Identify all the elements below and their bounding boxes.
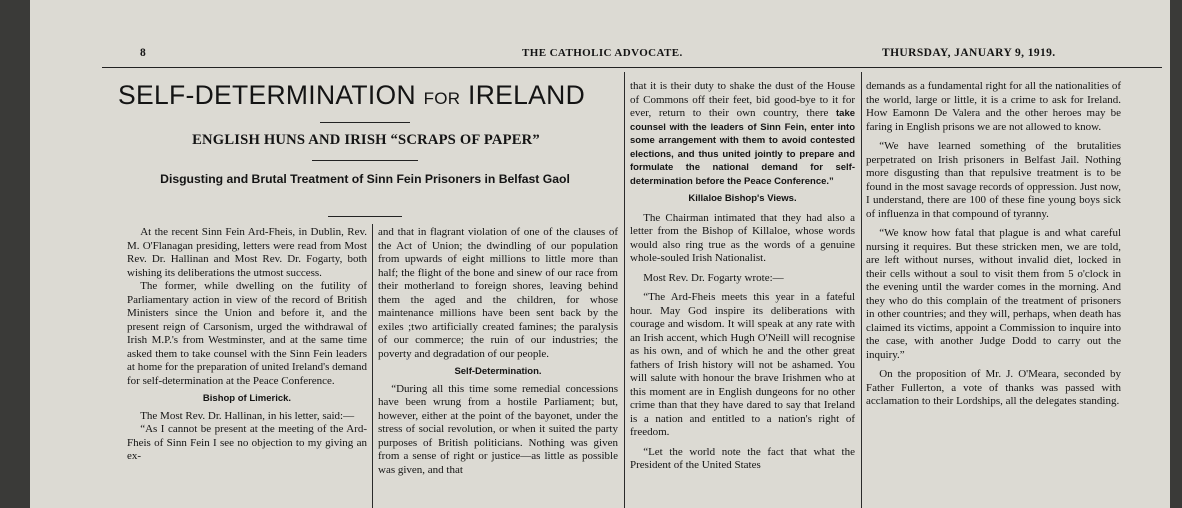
column-1	[127, 226, 367, 464]
header-rule	[102, 67, 1162, 68]
paragraph: “During all this time some remedial concessions have been wrung from a hostile Parliament; but, however, either at the point of the bayonet, under the stress of social revolution, or when it suited the party purposes of British politicians. Nothing was given from a sense of right or justice—as little as possible was given, and that	[378, 382, 618, 476]
page-number: 8	[140, 47, 147, 59]
divider	[312, 160, 418, 161]
column-rule	[372, 224, 373, 508]
paragraph: Most Rev. Dr. Fogarty wrote:—	[643, 271, 784, 284]
paragraph: “As I cannot be present at the meeting of the Ard-Fheis of Sinn Fein I see no objection to my giving an ex-	[127, 423, 367, 462]
paragraph: The Chairman intimated that they had also a letter from the Bishop of Killaloe, whose words would also ring true as the words of a genuine whole-souled Irish Nationalist.	[630, 211, 855, 264]
paragraph: “The Ard-Fheis meets this year in a fateful hour. May God inspire its deliberations with courage and wisdom. It will speak at any rate with an Irish accent, which Hugh O'Neill will recognise as his own, and of which he and the other great fathers of Irish history will not be ashamed. You will salute with honour the brave Irishmen who at this moment are in English dungeons for no other crime than that they have dared to say that Ireland is a nation and entitled to a nation's right of freedom.	[630, 291, 855, 438]
headline	[118, 80, 618, 111]
headline-main: SELF-DETERMINATION	[118, 80, 416, 110]
paragraph: At the recent Sinn Fein Ard-Fheis, in Dublin, Rev. M. O'Flanagan presiding, letters were read from Most Rev. Dr. Hallinan and Most Rev. Dr. Fogarty, both wishing its deliberations the utmost success.	[127, 226, 367, 279]
paragraph: The former, while dwelling on the futility of Parliamentary action in view of the record of British Ministers since the Union and before it, and the present reign of Carsonism, urged the withdrawal of Irish M.P.'s from Westminster, and at the same time asked them to take counsel with the Sinn Fein leaders at home for the preparation of united Ireland's demand for self-determination at the Peace Conference.	[127, 280, 367, 387]
column-4	[866, 80, 1121, 409]
subheadline: ENGLISH HUNS AND IRISH “SCRAPS OF PAPER”	[192, 132, 540, 148]
publication-name: THE CATHOLIC ADVOCATE.	[522, 47, 683, 59]
column-rule	[624, 72, 625, 508]
paragraph: The Most Rev. Dr. Hallinan, in his letter, said:—	[140, 409, 355, 422]
paragraph: On the proposition of Mr. J. O'Meara, seconded by Father Fullerton, a vote of thanks was passed with acclamation to their Lordships, all the delegates standing.	[866, 368, 1121, 407]
column-rule	[861, 72, 862, 508]
issue-date: THURSDAY, JANUARY 9, 1919.	[882, 47, 1056, 59]
divider	[320, 122, 410, 123]
deck: Disgusting and Brutal Treatment of Sinn Fein Prisoners in Belfast Gaol	[160, 172, 570, 186]
column-2	[378, 226, 618, 477]
bold-text-run: take counsel with the leaders of Sinn Fein, enter into some arrangement with them to avoid contested elections, and thus united jointly to prepare and formulate the national demand for self-determination before the Peace Conference.”	[630, 108, 856, 187]
text-run: that it is their duty to shake the dust of the House of Commons off their feet, bid good-bye to it for ever, return to their own country, there	[630, 80, 855, 119]
paragraph: demands as a fundamental right for all the nationalities of the world, large or little, it is a crime to ask for Ireland. How Eamonn De Valera and the other heroes may be faring in English prisons we are not allowed to know.	[866, 80, 1121, 133]
newspaper-page	[30, 0, 1170, 508]
headline-end: IRELAND	[468, 80, 586, 110]
paragraph: “We have learned something of the brutalities perpetrated on Irish prisoners in Belfast Jail. Nothing more disgusting than that repulsive treatment is to be found in the most savage records of oppression. Just now, I understand, there are 100 of these fine young boys sick of influenza in that compound of tyranny.	[866, 140, 1121, 220]
paragraph: and that in flagrant violation of one of the clauses of the Act of Union; the dwindling of our population from upwards of eight millions to little more than half; the flight of the bone and sinew of our race from their motherland to foreign shores, leaving behind them the aged and the children, for whose maintenance millions have been sent back by the exiles ;two artificially created famines; the paralysis of our commerce; the ruin of our industries; the poverty and degradation of our people.	[378, 226, 618, 360]
section-heading: Self-Determination.	[454, 366, 542, 377]
section-heading: Killaloe Bishop's Views.	[688, 193, 797, 204]
paragraph: “We know how fatal that plague is and what careful nursing it requires. But these stricken men, we are told, are left without nurses, without invalid diet, locked in their cells without a soul to visit them from 5 o'clock in the evening until the warder comes in the morning. And they who do this complain of the treatment of prisoners in other countries; and they will, perhaps, when death has claimed its victims, appoint a Commission to inquire into the case, with another Judge Dodd to carry out the inquiry.”	[866, 227, 1121, 361]
paragraph: “Let the world note the fact that what the President of the United States	[630, 445, 855, 471]
column-3	[630, 80, 855, 473]
headline-for: FOR	[423, 89, 461, 108]
paragraph	[630, 80, 855, 188]
divider	[328, 216, 402, 217]
section-heading: Bishop of Limerick.	[202, 393, 292, 404]
